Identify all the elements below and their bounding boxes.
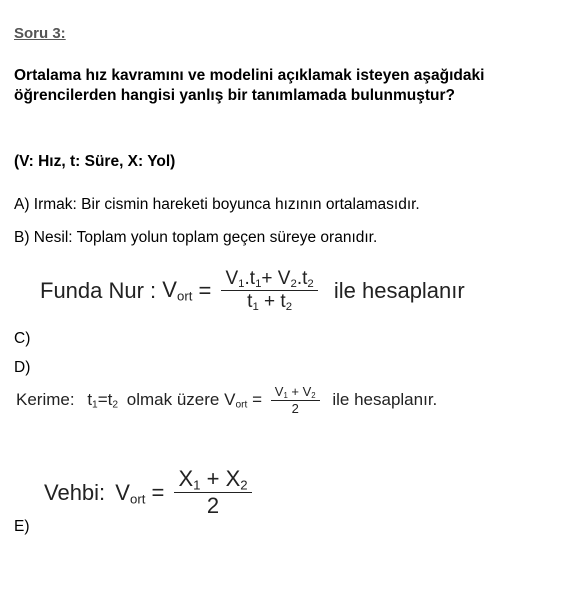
question-header: Soru 3:	[14, 25, 66, 42]
formula-e-equals: =	[151, 479, 165, 505]
formula-e-prefix: Vehbi:	[44, 479, 106, 505]
formula-e-fraction	[174, 466, 251, 519]
formula-c-numerator: $V_1.t_1+ V_2.t_2$	[225, 268, 314, 290]
variable-legend: (V: Hız, t: Süre, X: Yol)	[14, 153, 176, 170]
formula-d-denominator: 2	[271, 400, 320, 416]
formula-d-condition: $t_1=t_2$	[87, 389, 119, 411]
formula-e-numerator: $X_1 + X_2$	[178, 466, 248, 493]
formula-d	[16, 384, 437, 416]
formula-c-lhs: V	[162, 277, 177, 303]
formula-c-prefix: Funda Nur :	[40, 277, 157, 303]
formula-c-equals: =	[198, 277, 212, 303]
formula-d-equals: =	[252, 389, 263, 409]
formula-c-suffix: ile hesaplanır	[333, 277, 465, 303]
formula-e-lhs: V	[115, 479, 130, 505]
formula-c-fraction	[221, 268, 317, 313]
formula-d-fraction	[271, 384, 320, 416]
formula-d-numerator: $V_1 + V_2$	[274, 384, 316, 400]
option-b[interactable]: B) Nesil: Toplam yolun toplam geçen süreye oranıdır.	[14, 229, 378, 246]
option-e[interactable]: E)	[14, 518, 30, 535]
formula-d-prefix: Kerime:	[16, 389, 75, 409]
question-text: Ortalama hız kavramını ve modelini açıklamak isteyen aşağıdaki öğrencilerden hangisi yanlış bir tanımlamada bulunmuştur?	[14, 67, 485, 104]
formula-c-denominator: $t_1 + t_2$	[221, 290, 317, 313]
formula-e-denominator: 2	[174, 492, 251, 519]
formula-d-suffix: ile hesaplanır.	[332, 389, 438, 409]
formula-e	[44, 466, 256, 519]
formula-c	[40, 268, 465, 313]
formula-c-lhs-sub: ort	[176, 288, 193, 304]
option-a[interactable]: A) Irmak: Bir cismin hareketi boyunca hızının ortalamasıdır.	[14, 196, 420, 213]
formula-e-lhs-sub: ort	[129, 490, 146, 506]
option-d[interactable]: D)	[14, 359, 31, 376]
option-c[interactable]: C)	[14, 330, 31, 347]
formula-d-middle: olmak üzere	[126, 389, 220, 409]
formula-d-lhs-sub: ort	[235, 399, 248, 411]
formula-d-lhs: V	[224, 389, 236, 409]
